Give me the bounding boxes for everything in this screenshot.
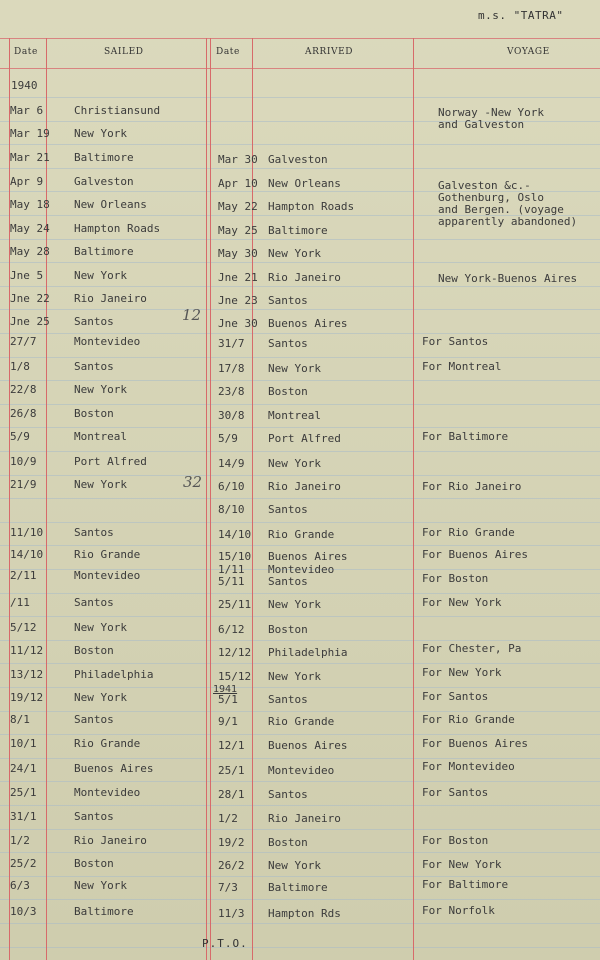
sailed-date: May 18: [10, 198, 50, 211]
ruled-line: [0, 404, 600, 405]
arrived-port: New Orleans: [268, 177, 341, 190]
arrived-port: New York: [268, 859, 321, 872]
sailed-port: Hampton Roads: [74, 222, 161, 235]
sailed-port: Galveston: [74, 175, 134, 188]
arrived-date: 1/11 5/11: [218, 563, 245, 588]
ruled-line: [0, 498, 600, 499]
ruled-line: [0, 262, 600, 263]
arrived-date: 14/10: [218, 528, 252, 541]
arrived-port: Buenos Aires: [268, 739, 348, 752]
arrived-date: 8/10: [218, 503, 245, 516]
ruled-line: [0, 144, 600, 145]
ruled-line: [0, 876, 600, 877]
ruled-line: [0, 663, 600, 664]
sailed-date: May 24: [10, 222, 50, 235]
arrived-date: 5/9: [218, 432, 238, 445]
ruled-line: [0, 451, 600, 452]
arrived-port: Santos: [268, 693, 308, 706]
arrived-date: 15/10: [218, 550, 252, 563]
sailed-date: 10/3: [10, 905, 37, 918]
sailed-date: 1/2: [10, 834, 30, 847]
ruled-line: [0, 522, 600, 523]
arrived-port: New York: [268, 247, 321, 260]
ruled-line: [0, 545, 600, 546]
voyage-note: For Montevideo: [422, 760, 515, 773]
sailed-date: 26/8: [10, 407, 37, 420]
arrived-date: May 25: [218, 224, 258, 237]
ruled-line: [0, 380, 600, 381]
arrived-date: 25/1: [218, 764, 245, 777]
handwritten-note: 12: [182, 306, 202, 324]
column-divider-date1: [46, 38, 47, 960]
arrived-date: 19/2: [218, 836, 245, 849]
arrived-date: 15/12: [218, 670, 252, 683]
ruled-line: [0, 758, 600, 759]
voyage-note: For Baltimore: [422, 878, 509, 891]
header-arrived: ARRIVED: [305, 47, 354, 57]
sailed-port: Baltimore: [74, 151, 134, 164]
voyage-note: New York-Buenos Aires: [438, 272, 578, 285]
sailed-port: Philadelphia: [74, 668, 154, 681]
sailed-date: 25/1: [10, 786, 37, 799]
sailed-port: Rio Grande: [74, 548, 141, 561]
sailed-port: Rio Janeiro: [74, 834, 147, 847]
sailed-date: 14/10: [10, 548, 44, 561]
arrived-date: Jne 21: [218, 271, 258, 284]
arrived-port: Santos: [268, 503, 308, 516]
sailed-port: Rio Janeiro: [74, 292, 147, 305]
sailed-date: 25/2: [10, 857, 37, 870]
sailed-port: New York: [74, 691, 127, 704]
year-label: 1940: [11, 79, 38, 92]
sailed-port: Montevideo: [74, 786, 141, 799]
sailed-port: New York: [74, 269, 127, 282]
arrived-date: 23/8: [218, 385, 245, 398]
sailed-date: 13/12: [10, 668, 44, 681]
arrived-port: Rio Grande: [268, 715, 335, 728]
ruled-line: [0, 97, 600, 98]
ship-name: m.s. "TATRA": [478, 9, 564, 22]
ruled-line: [0, 357, 600, 358]
voyage-note: For Chester, Pa: [422, 642, 522, 655]
sailed-port: Santos: [74, 360, 114, 373]
year-label-1941: 1941: [213, 684, 238, 695]
sailed-date: Jne 25: [10, 315, 50, 328]
ruled-line: [0, 947, 600, 948]
arrived-date: 31/7: [218, 337, 245, 350]
sailed-port: Montevideo: [74, 569, 141, 582]
arrived-date: 12/1: [218, 739, 245, 752]
sailed-port: New York: [74, 478, 127, 491]
arrived-date: Jne 30: [218, 317, 258, 330]
ruled-line: [0, 616, 600, 617]
arrived-port: New York: [268, 670, 321, 683]
sailed-port: Santos: [74, 810, 114, 823]
sailed-date: 6/3: [10, 879, 30, 892]
sailed-port: Baltimore: [74, 245, 134, 258]
voyage-note: For New York: [422, 666, 502, 679]
arrived-date: 6/10: [218, 480, 245, 493]
ruled-line: [0, 475, 600, 476]
arrived-port: Santos: [268, 294, 308, 307]
arrived-port: Philadelphia: [268, 646, 348, 659]
ruled-line: [0, 923, 600, 924]
arrived-date: 1/2: [218, 812, 238, 825]
voyage-note: Galveston &c.- Gothenburg, Oslo and Bergen. (voyage apparently abandoned): [438, 179, 578, 228]
arrived-port: Baltimore: [268, 881, 328, 894]
sailed-date: 11/10: [10, 526, 44, 539]
voyage-note: For Baltimore: [422, 430, 509, 443]
voyage-note: For Montreal: [422, 360, 502, 373]
sailed-port: Buenos Aires: [74, 762, 154, 775]
sailed-date: /11: [10, 596, 30, 609]
arrived-port: Buenos Aires: [268, 317, 348, 330]
ruled-line: [0, 333, 600, 334]
sailed-port: Boston: [74, 407, 114, 420]
arrived-port: Hampton Rds: [268, 907, 341, 920]
arrived-port: Montreal: [268, 409, 321, 422]
sailed-port: Rio Grande: [74, 737, 141, 750]
arrived-port: Galveston: [268, 153, 328, 166]
arrived-port: New York: [268, 598, 321, 611]
voyage-note: For Rio Janeiro: [422, 480, 522, 493]
ruled-line: [0, 309, 600, 310]
arrived-date: 7/3: [218, 881, 238, 894]
sailed-date: Apr 9: [10, 175, 44, 188]
sailed-port: Port Alfred: [74, 455, 147, 468]
sailed-port: New York: [74, 879, 127, 892]
voyage-note: For Santos: [422, 786, 489, 799]
arrived-date: May 30: [218, 247, 258, 260]
header-voyage: VOYAGE: [507, 47, 550, 57]
arrived-date: Jne 23: [218, 294, 258, 307]
sailed-date: 31/1: [10, 810, 37, 823]
ruled-line: [0, 286, 600, 287]
sailed-port: Santos: [74, 526, 114, 539]
arrived-date: 9/1: [218, 715, 238, 728]
sailed-port: Boston: [74, 857, 114, 870]
sailed-date: 24/1: [10, 762, 37, 775]
arrived-port: Montevideo Santos: [268, 563, 335, 588]
arrived-date: 26/2: [218, 859, 245, 872]
sailed-date: 21/9: [10, 478, 37, 491]
ruled-line: [0, 805, 600, 806]
voyage-note: For New York: [422, 858, 502, 871]
voyage-note: For Santos: [422, 690, 489, 703]
footer-pto: P.T.O.: [202, 937, 248, 950]
arrived-port: Buenos Aires: [268, 550, 348, 563]
ruled-line: [0, 427, 600, 428]
sailed-date: 5/12: [10, 621, 37, 634]
arrived-date: May 22: [218, 200, 258, 213]
arrived-port: Baltimore: [268, 224, 328, 237]
sailed-date: 19/12: [10, 691, 44, 704]
arrived-port: New York: [268, 362, 321, 375]
voyage-note: For Boston: [422, 572, 489, 585]
ruled-line: [0, 781, 600, 782]
voyage-note: For Buenos Aires: [422, 737, 528, 750]
ruled-line: [0, 239, 600, 240]
sailed-date: 5/9: [10, 430, 30, 443]
ruled-line: [0, 593, 600, 594]
sailed-date: 27/7: [10, 335, 37, 348]
ruled-line: [0, 640, 600, 641]
sailed-port: Montreal: [74, 430, 127, 443]
arrived-port: Santos: [268, 788, 308, 801]
arrived-port: Santos: [268, 337, 308, 350]
sailed-port: New York: [74, 127, 127, 140]
ruled-line: [0, 829, 600, 830]
ruled-line: [0, 899, 600, 900]
arrived-date: 6/12: [218, 623, 245, 636]
header-rule: [0, 68, 600, 69]
sailed-date: 2/11: [10, 569, 37, 582]
arrived-port: Rio Janeiro: [268, 812, 341, 825]
handwritten-note: 32: [183, 473, 203, 491]
column-divider-arrived: [413, 38, 414, 960]
arrived-port: Rio Janeiro: [268, 271, 341, 284]
arrived-date: 11/3: [218, 907, 245, 920]
sailed-port: Santos: [74, 315, 114, 328]
sailed-date: 10/9: [10, 455, 37, 468]
sailed-port: Christiansund: [74, 104, 161, 117]
column-divider-sailed: [206, 38, 211, 960]
voyage-note: Norway -New York and Galveston: [438, 106, 544, 131]
sailed-date: May 28: [10, 245, 50, 258]
arrived-port: Hampton Roads: [268, 200, 355, 213]
sailed-date: 8/1: [10, 713, 30, 726]
sailed-date: Mar 21: [10, 151, 50, 164]
sailed-date: 1/8: [10, 360, 30, 373]
arrived-date: 28/1: [218, 788, 245, 801]
arrived-date: 12/12: [218, 646, 252, 659]
arrived-port: Boston: [268, 385, 308, 398]
voyage-note: For Boston: [422, 834, 489, 847]
ruled-line: [0, 711, 600, 712]
sailed-port: New York: [74, 383, 127, 396]
arrived-date: 17/8: [218, 362, 245, 375]
ruled-line: [0, 168, 600, 169]
sailed-date: Mar 19: [10, 127, 50, 140]
voyage-note: For Norfolk: [422, 904, 495, 917]
voyage-note: For Rio Grande: [422, 526, 515, 539]
sailed-date: Jne 5: [10, 269, 44, 282]
sailed-port: Santos: [74, 713, 114, 726]
arrived-date: 5/1: [218, 693, 238, 706]
sailed-port: Montevideo: [74, 335, 141, 348]
arrived-date: 30/8: [218, 409, 245, 422]
sailed-date: 11/12: [10, 644, 44, 657]
arrived-port: Boston: [268, 836, 308, 849]
sailed-port: Santos: [74, 596, 114, 609]
ruled-line: [0, 852, 600, 853]
arrived-date: Apr 10: [218, 177, 258, 190]
sailed-date: Mar 6: [10, 104, 44, 117]
sailed-port: New York: [74, 621, 127, 634]
arrived-date: Mar 30: [218, 153, 258, 166]
voyage-note: For Buenos Aires: [422, 548, 528, 561]
voyage-note: For Rio Grande: [422, 713, 515, 726]
sailed-date: 10/1: [10, 737, 37, 750]
arrived-port: Boston: [268, 623, 308, 636]
header-rule: [0, 38, 600, 39]
sailed-port: Boston: [74, 644, 114, 657]
sailed-date: Jne 22: [10, 292, 50, 305]
sailed-port: Baltimore: [74, 905, 134, 918]
voyage-note: For Santos: [422, 335, 489, 348]
header-date-sailed: Date: [14, 47, 38, 57]
arrived-date: 25/11: [218, 598, 252, 611]
arrived-port: Port Alfred: [268, 432, 341, 445]
header-sailed: SAILED: [104, 47, 144, 57]
arrived-date: 14/9: [218, 457, 245, 470]
ruled-line: [0, 687, 600, 688]
ruled-line: [0, 734, 600, 735]
voyage-note: For New York: [422, 596, 502, 609]
sailed-date: 22/8: [10, 383, 37, 396]
arrived-port: Montevideo: [268, 764, 335, 777]
arrived-port: Rio Janeiro: [268, 480, 341, 493]
sailed-port: New Orleans: [74, 198, 147, 211]
arrived-port: Rio Grande: [268, 528, 335, 541]
header-date-arrived: Date: [216, 47, 240, 57]
arrived-port: New York: [268, 457, 321, 470]
